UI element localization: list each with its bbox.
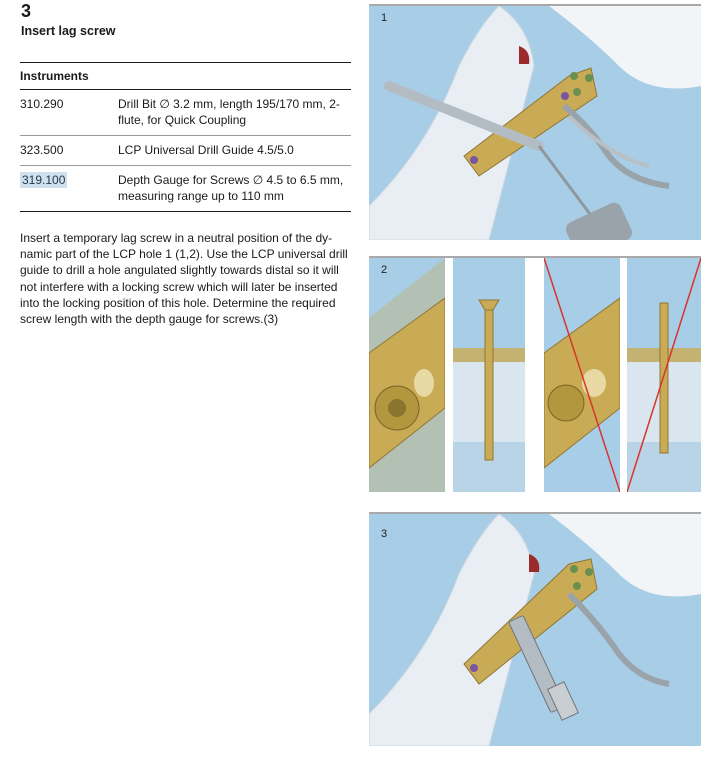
figure-2d: [627, 258, 701, 492]
figure-2a-illustration: [369, 258, 445, 492]
figure-3-label: 3: [381, 528, 388, 540]
instruments-table: [20, 62, 351, 212]
instrument-description: Drill Bit ∅ 3.2 mm, length 195/170 mm, 2-flute, for Quick Coupling: [118, 97, 340, 127]
instrument-description: LCP Universal Drill Guide 4.5/5.0: [118, 143, 294, 157]
figure-3-illustration: [369, 514, 701, 746]
figure-2a: [369, 258, 445, 492]
instrument-code-highlighted: 319.100: [22, 173, 66, 187]
step-title: Insert lag screw: [21, 24, 116, 38]
instrument-row: [20, 166, 351, 212]
instrument-row: [20, 90, 351, 136]
instruments-heading: Instruments: [20, 63, 351, 90]
figure-2c: [544, 258, 620, 492]
instrument-code: 310.290: [20, 97, 64, 111]
instrument-code: 323.500: [20, 143, 64, 157]
figure-1-label: 1: [381, 12, 388, 24]
figure-2c-illustration: [544, 258, 620, 492]
drill-guide: [564, 106, 669, 186]
figure-3: [369, 514, 701, 746]
figure-1: [369, 6, 701, 240]
instrument-row: [20, 136, 351, 166]
figure-2b: [453, 258, 525, 492]
figure-2d-illustration: [627, 258, 701, 492]
figure-2b-illustration: [453, 258, 525, 492]
instruction-paragraph: Insert a temporary lag screw in a neutral position of the dy-namic part of the LCP hole 1 (1,2). Use the LCP universal drill guide to drill a hole angulated slightly towards distal so it will not interfere with a locking screw which will later be inserted into the locking position of this hole. Determine the required screw length with the depth gauge for screws.(3): [20, 231, 348, 327]
figure-2-label: 2: [381, 264, 388, 276]
instrument-description: Depth Gauge for Screws ∅ 4.5 to 6.5 mm, measuring range up to 110 mm: [118, 173, 344, 203]
figure-1-illustration: [369, 6, 701, 240]
step-number: 3: [21, 1, 32, 21]
